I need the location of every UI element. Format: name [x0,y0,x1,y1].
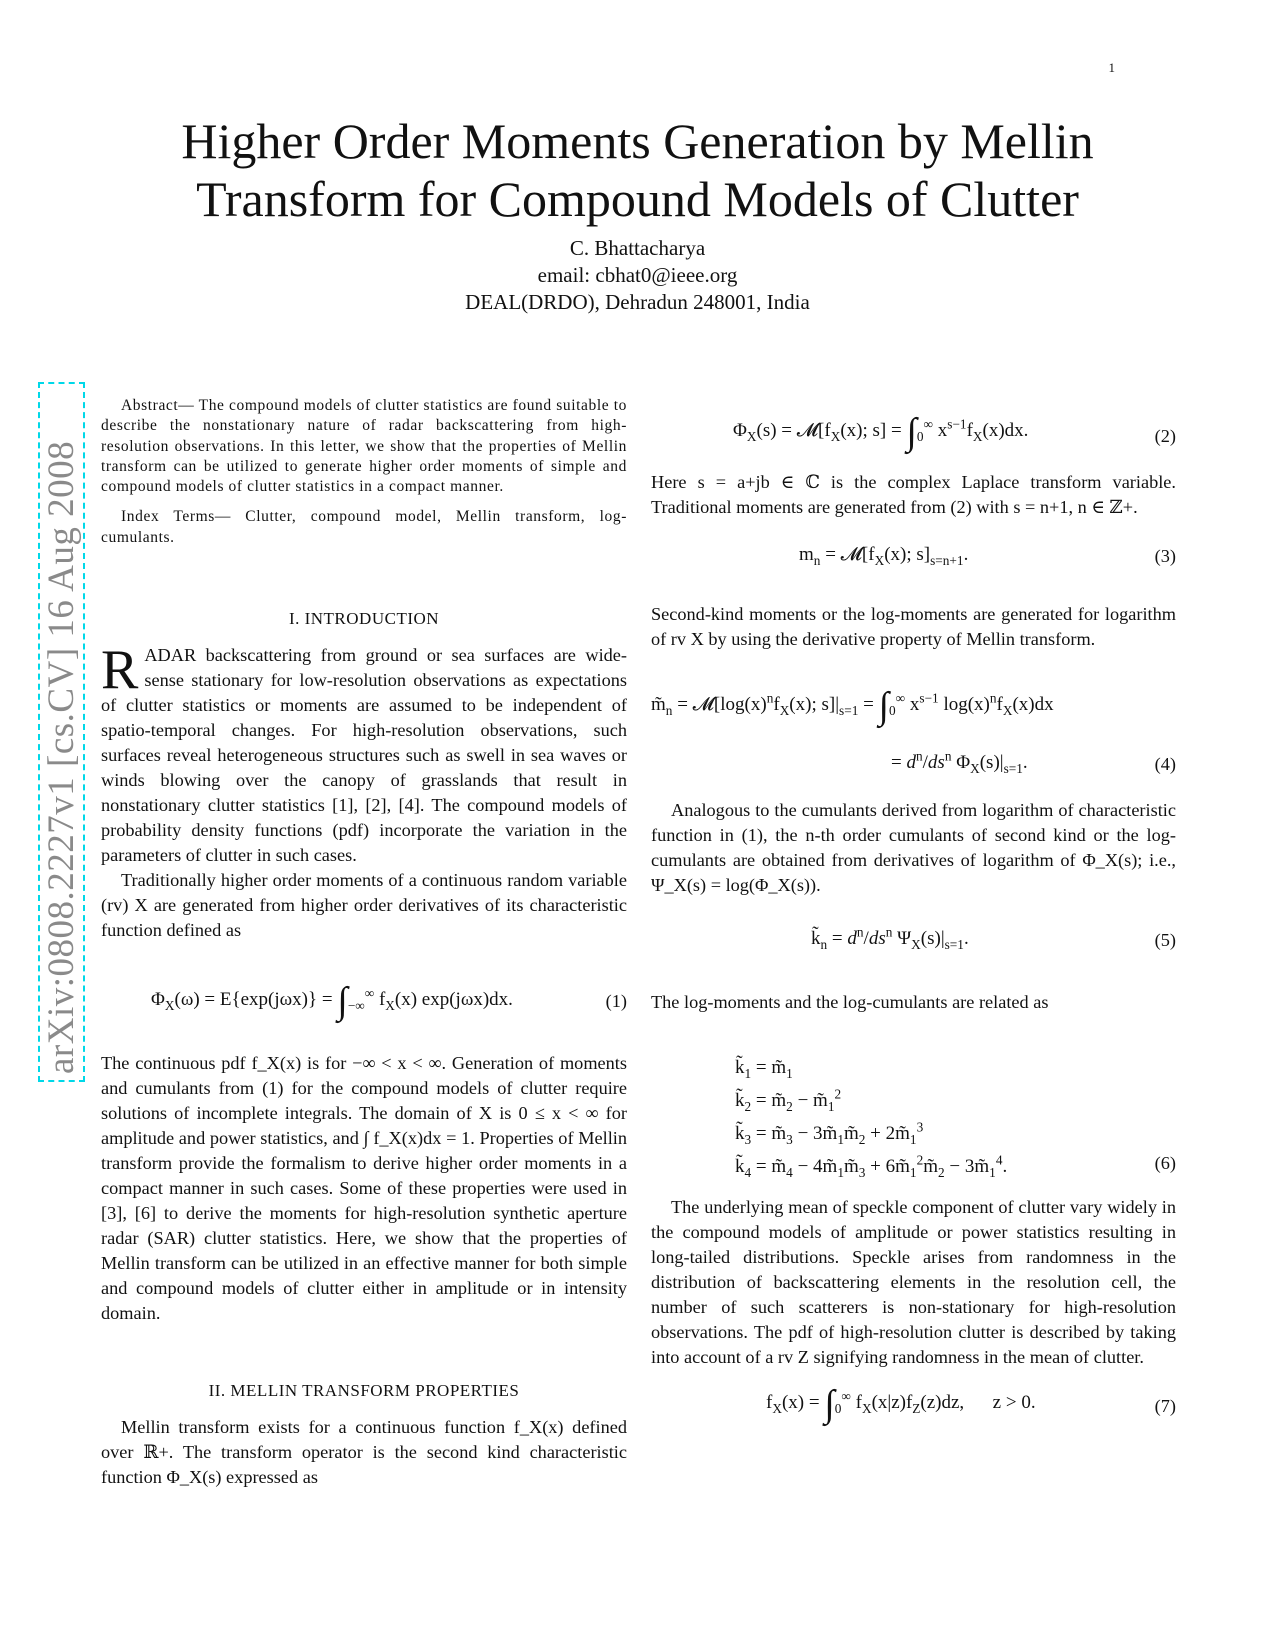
author-block [0,235,1275,316]
equation-6: $k̃_1$ = $m̃_1$ $k̃_2$ = $m̃_2$ − $m̃_1^2$ $k̃_3$ = $m̃_3$ − $3m̃_1m̃_2$ + $2m̃_1^3$ $k̃_4$ = $m̃_4$ − $4m̃_1m̃_3$ + $6m̃_1^2m̃_2$ − $3m̃_1^4$. (6) [735,1057,1176,1180]
index-terms: Index Terms— Clutter, compound model, Mellin transform, log-cumulants. [101,508,627,546]
section-mellin [101,1378,627,1490]
paper-title: Higher Order Moments Generation by Mellin Transform for Compound Models of Clutter [181,113,1094,227]
right-paragraph-2: Second-kind moments or the log-moments are generated for logarithm of rv X by using the derivative property of Mellin transform. [651,604,1176,649]
abstract-text: Abstract— The compound models of clutter statistics are found suitable to describe the nonstationary nature of radar backscattering from high-resolution observations. In this letter, we show that the properties of Mellin transform can be utilized to generate higher order moments of simple and compound models of clutter statistics in a compact manner. [101,397,627,496]
right-column [651,410,1176,1440]
right-paragraph-4: The log-moments and the log-cumulants are related as [651,992,1049,1012]
right-paragraph-3: Analogous to the cumulants derived from logarithm of characteristic function in (1), the n-th order cumulants of second kind or the log-cumulants are obtained from derivatives of logarithm of Φ_X(s); i.e., Ψ_X(s) = log(Φ_X(s)). [651,800,1176,895]
abstract [101,396,627,548]
section-introduction [101,606,627,1326]
page-number: 1 [1108,60,1115,75]
section-heading: II. MELLIN TRANSFORM PROPERTIES [208,1381,520,1400]
author-email[interactable]: email: cbhat0@ieee.org [537,263,738,287]
drop-cap: R [101,639,139,701]
arxiv-stamp[interactable]: arXiv:0808.2227v1 [cs.CV] 16 Aug 2008 [38,382,85,1082]
right-paragraph-1: Here s = a+jb ∈ ℂ is the complex Laplace transform variable. Traditional moments are generated from (2) with s = n+1, n ∈ ℤ+. [651,472,1176,517]
equation-4: $m̃_n$ = $𝓜[\log(x)^nf_X(x)$; $s]|_{s=1} = \int_0^\infty$ $x^{s-1}$ $\log(x)^nf_X(x)dx$ = $d^n/ds^n$ $\Phi_X(s)|_{s=1}$. (4) [651,685,1176,776]
mellin-paragraph-1: Mellin transform exists for a continuous function f_X(x) defined over ℝ+. The transform operator is the second kind characteristic function Φ_X(s) expressed as [101,1417,627,1487]
equation-2: $\Phi_X(s)$ = $𝓜[f_X(x)$; $s] = \int_0^\infty$ $x^{s-1}f_X(x)dx$. (2) [733,411,1176,453]
equation-7: $f_X(x) = \int_0^\infty$ $f_X(x|z)f_Z(z)dz$, z > 0. (7) [766,1383,1176,1425]
intro-paragraph-3: The continuous pdf f_X(x) is for −∞ < x < ∞. Generation of moments and cumulants from (1) for the compound models of clutter require solutions of incomplete integrals. The domain of X is 0 ≤ x < ∞ for amplitude and power statistics, and ∫ f_X(x)dx = 1. Properties of Mellin transform provide the formalism to derive higher order moments in a compact manner in such cases. Some of these properties were used in [3], [6] to derive the moments for high-resolution synthetic aperture radar (SAR) clutter statistics. Here, we show that the properties of Mellin transform can be utilized in an effective manner for both simple and compound models of clutter either in amplitude or in intensity domain. [101,1053,627,1323]
equation-5: $k̃_n = d^n/ds^n$ $\Psi_X(s)|_{s=1}$. (5) [811,924,1176,952]
equation-3: $m_n$ = $𝓜[f_X(x)$; $s]_{s=n+1}$. (3) [799,544,1176,568]
section-heading: I. INTRODUCTION [288,609,440,628]
equation-1: $\Phi_X(\omega) = E\{\exp(j\omega x)\} = \int_{-\infty}^\infty$ $f_X(x)$ exp(jωx)dx. (1) [151,980,627,1022]
author-affiliation: DEAL(DRDO), Dehradun 248001, India [465,290,810,314]
author-name: C. Bhattacharya [569,236,706,260]
right-paragraph-5: The underlying mean of speckle component of clutter vary widely in the compound models of amplitude or power statistics resulting in long-tailed distributions. Speckle arises from randomness in the distribution of backscattering elements in the resolution cell, the number of such scatterers is non-stationary for high-resolution observations. The pdf of high-resolution clutter is described by taking into account of a rv Z signifying randomness in the mean of clutter. [651,1197,1176,1367]
intro-paragraph-1: RADAR backscattering from ground or sea surfaces are wide-sense stationary for low-resolution observations as expectations of clutter statistics or moments are assumed to be independent of spatio-temporal changes. For high-resolution observations, such surfaces reveal heterogeneous structures such as swell in sea waves or winds blowing over the canopy of grasslands that result in nonstationary clutter statistics [1], [2], [4]. The compound models of probability density functions (pdf) incorporate the variation in the parameters of clutter in such cases. [101,639,627,865]
intro-paragraph-2: Traditionally higher order moments of a continuous random variable (rv) X are generated from higher order derivatives of its characteristic function defined as [101,870,627,940]
